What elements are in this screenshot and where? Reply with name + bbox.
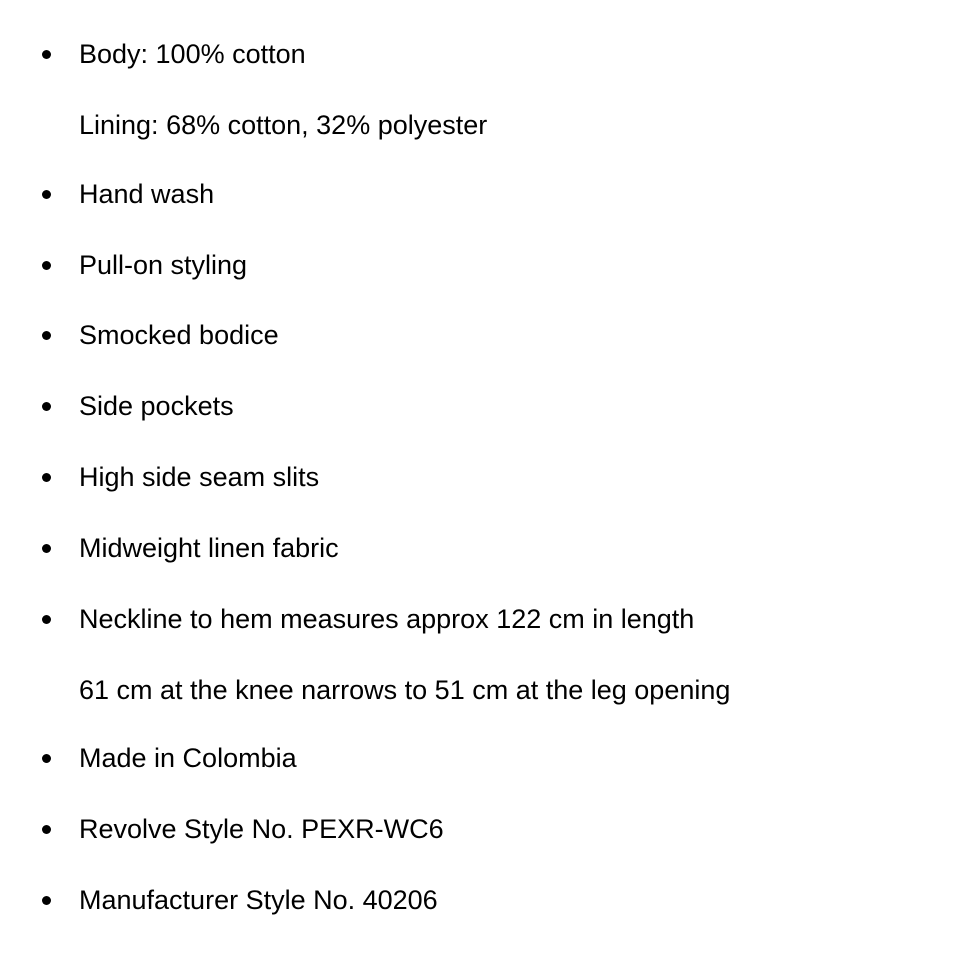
bullet-icon <box>42 261 51 270</box>
bullet-icon <box>42 190 51 199</box>
bullet-icon <box>42 50 51 59</box>
list-item-text: 61 cm at the knee narrows to 51 cm at the leg opening <box>79 675 731 705</box>
bullet-icon <box>42 331 51 340</box>
list-item-text: Side pockets <box>79 391 234 421</box>
list-item-text: Manufacturer Style No. 40206 <box>79 885 438 915</box>
bullet-icon <box>42 754 51 763</box>
list-item-text: Body: 100% cotton <box>79 39 306 69</box>
list-item-text: Pull-on styling <box>79 250 248 280</box>
bullet-icon <box>42 825 51 834</box>
bullet-icon <box>42 544 51 553</box>
list-item-text: Smocked bodice <box>79 320 279 350</box>
bullet-icon <box>42 896 51 905</box>
bullet-icon <box>42 615 51 624</box>
list-item-text: High side seam slits <box>79 462 320 492</box>
list-item-text: Revolve Style No. PEXR-WC6 <box>79 814 444 844</box>
list-item-text: Hand wash <box>79 179 215 209</box>
list-item-text: Lining: 68% cotton, 32% polyester <box>79 110 488 140</box>
list-item-text: Neckline to hem measures approx 122 cm in length <box>79 604 695 634</box>
list-item-text: Midweight linen fabric <box>79 533 339 563</box>
bullet-icon <box>42 402 51 411</box>
list-item-text: Made in Colombia <box>79 743 297 773</box>
bullet-icon <box>42 473 51 482</box>
